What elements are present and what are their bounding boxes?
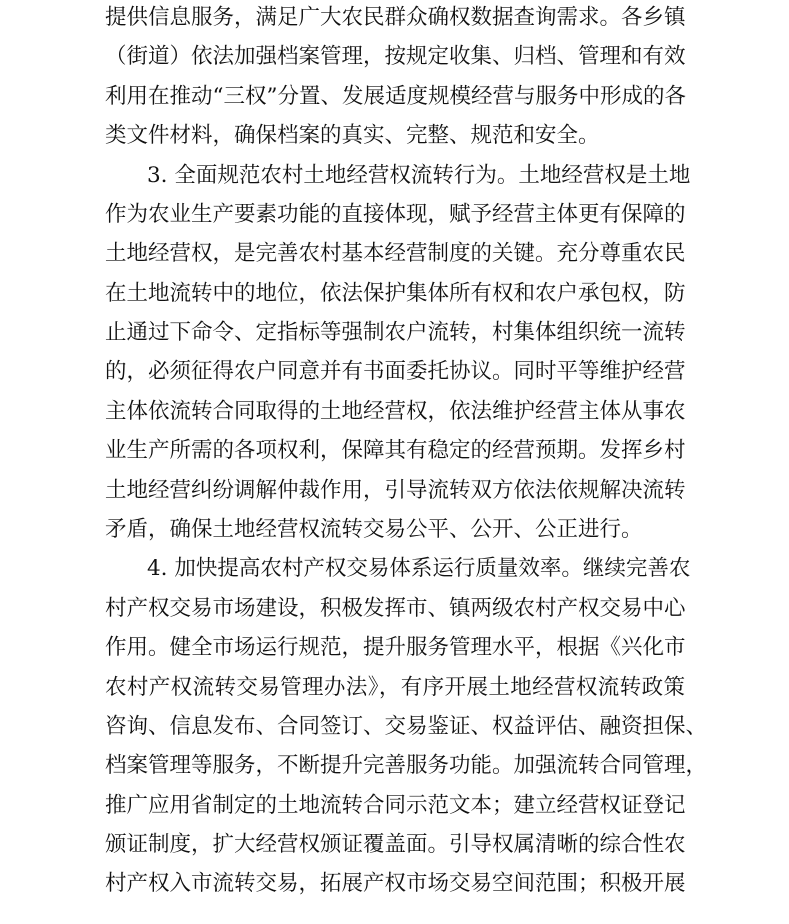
text-line-14: 矛盾，确保土地经营权流转交易公平、公开、公正进行。 (105, 517, 643, 542)
text-line-10: 的，必须征得农户同意并有书面委托协议。同时平等维护经营 (105, 359, 686, 384)
text-line-22: 颁证制度，扩大经营权颁证覆盖面。引导权属清晰的综合性农 (105, 832, 686, 857)
section-3-heading-line: 3. 全面规范农村土地经营权流转行为。土地经营权是土地 (147, 163, 691, 188)
text-line-6: 作为农业生产要素功能的直接体现，赋予经营主体更有保障的 (105, 202, 686, 227)
section-4-heading-line: 4. 加快提高农村产权交易体系运行质量效率。继续完善农 (147, 556, 691, 581)
text-line-12: 业生产所需的各项权利，保障其有稳定的经营预期。发挥乡村 (105, 438, 686, 463)
text-line-1: 提供信息服务，满足广大农民群众确权数据查询需求。各乡镇 (105, 5, 686, 30)
text-line-11: 主体依流转合同取得的土地经营权，依法维护经营主体从事农 (105, 399, 686, 424)
text-line-8: 在土地流转中的地位，依法保护集体所有权和农户承包权，防 (105, 281, 686, 306)
text-line-7: 土地经营权，是完善农村基本经营制度的关键。充分尊重农民 (105, 241, 686, 266)
text-line-3: 利用在推动“三权”分置、发展适度规模经营与服务中形成的各 (105, 84, 686, 109)
text-line-19: 咨询、信息发布、合同签订、交易鉴证、权益评估、融资担保、 (105, 714, 708, 739)
text-line-2: （街道）依法加强档案管理，按规定收集、归档、管理和有效 (105, 44, 686, 69)
text-line-17: 作用。健全市场运行规范，提升服务管理水平，根据《兴化市 (105, 635, 686, 660)
text-line-13: 土地经营纠纷调解仲裁作用，引导流转双方依法依规解决流转 (105, 478, 686, 503)
text-line-4: 类文件材料，确保档案的真实、完整、规范和安全。 (105, 123, 600, 148)
text-line-9: 止通过下命令、定指标等强制农户流转，村集体组织统一流转 (105, 320, 686, 345)
text-line-20: 档案管理等服务，不断提升完善服务功能。加强流转合同管理， (105, 753, 708, 778)
text-line-16: 村产权交易市场建设，积极发挥市、镇两级农村产权交易中心 (105, 596, 686, 621)
text-line-21: 推广应用省制定的土地流转合同示范文本；建立经营权证登记 (105, 793, 686, 818)
text-line-18: 农村产权流转交易管理办法》，有序开展土地经营权流转政策 (105, 675, 685, 700)
text-line-23: 村产权入市流转交易，拓展产权市场交易空间范围；积极开展 (105, 871, 686, 896)
